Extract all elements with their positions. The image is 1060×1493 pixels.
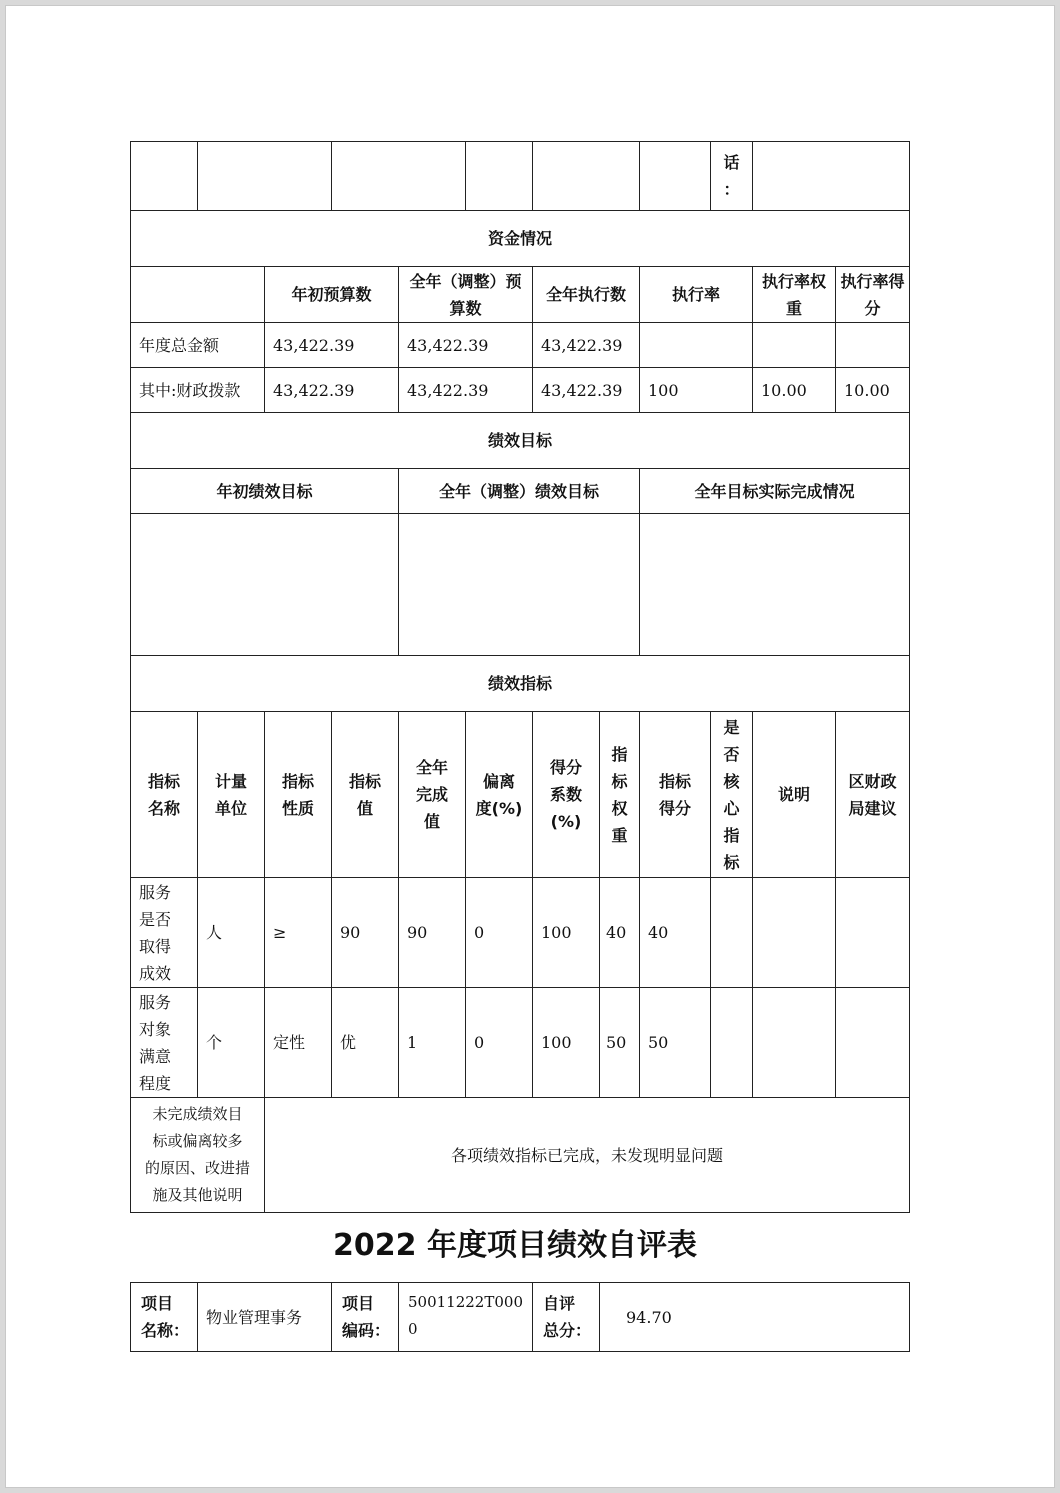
contact-cell — [753, 142, 910, 211]
indicator-nature: 定性 — [265, 988, 332, 1098]
project-info-table — [130, 1282, 910, 1352]
funds-header: 执行率 — [640, 267, 753, 323]
indicator-core — [711, 988, 753, 1098]
contact-cell — [640, 142, 711, 211]
indicator-value: 优 — [332, 988, 399, 1098]
goals-header: 年初绩效目标 — [131, 469, 399, 514]
remark-text: 各项绩效指标已完成，未发现明显问题 — [265, 1098, 910, 1213]
funds-score — [836, 323, 910, 368]
indicator-nature: ≥ — [265, 878, 332, 988]
indicator-header: 区财政 局建议 — [836, 712, 910, 878]
goals-header: 全年目标实际完成情况 — [640, 469, 910, 514]
indicator-header: 指标 得分 — [640, 712, 711, 878]
funds-initial: 43,422.39 — [265, 323, 399, 368]
contact-cell — [332, 142, 466, 211]
goals-content-row — [131, 514, 910, 656]
next-form-title: 2022 年度项目绩效自评表 — [333, 1228, 697, 1263]
indicator-weight: 50 — [600, 988, 640, 1098]
contact-cell — [466, 142, 533, 211]
funds-header: 执行率得分 — [836, 267, 910, 323]
remark-label: 未完成绩效目 标或偏离较多 的原因、改进措 施及其他说明 — [131, 1098, 265, 1213]
contact-row — [131, 142, 910, 211]
indicator-header: 计量 单位 — [198, 712, 265, 878]
funds-rate — [640, 323, 753, 368]
funds-header: 全年（调整）预算数 — [399, 267, 533, 323]
indicator-header: 全年 完成 值 — [399, 712, 466, 878]
contact-cell — [533, 142, 640, 211]
indicator-score: 40 — [640, 878, 711, 988]
phone-label: 话 ： — [711, 142, 753, 211]
indicator-coefficient: 100 — [533, 988, 600, 1098]
funds-row-label: 年度总金额 — [131, 323, 265, 368]
total-score: 94.70 — [600, 1283, 910, 1352]
performance-table — [130, 141, 910, 1213]
funds-row — [131, 323, 910, 368]
funds-executed: 43,422.39 — [533, 323, 640, 368]
indicator-score: 50 — [640, 988, 711, 1098]
indicator-row — [131, 878, 910, 988]
indicator-header: 指 标 权 重 — [600, 712, 640, 878]
indicator-unit: 人 — [198, 878, 265, 988]
goals-actual-cell — [640, 514, 910, 656]
project-code: 50011222T0000 — [399, 1283, 533, 1352]
indicator-note — [753, 878, 836, 988]
project-info-row — [131, 1283, 910, 1352]
funds-adjusted: 43,422.39 — [399, 368, 533, 413]
indicator-deviation: 0 — [466, 878, 533, 988]
goals-adjusted-cell — [399, 514, 640, 656]
funds-heading: 资金情况 — [131, 211, 910, 267]
funds-score: 10.00 — [836, 368, 910, 413]
indicator-deviation: 0 — [466, 988, 533, 1098]
indicator-header: 得分 系数 (%) — [533, 712, 600, 878]
funds-weight — [753, 323, 836, 368]
funds-header: 执行率权重 — [753, 267, 836, 323]
funds-header: 全年执行数 — [533, 267, 640, 323]
indicator-completed: 90 — [399, 878, 466, 988]
goals-header-row — [131, 469, 910, 514]
funds-header: 年初预算数 — [265, 267, 399, 323]
funds-row — [131, 368, 910, 413]
indicator-header: 偏离 度(%) — [466, 712, 533, 878]
funds-header-blank — [131, 267, 265, 323]
indicators-header-row — [131, 712, 910, 878]
total-score-label: 自评 总分： — [533, 1283, 600, 1352]
indicator-advice — [836, 988, 910, 1098]
indicator-header: 指标 性质 — [265, 712, 332, 878]
funds-executed: 43,422.39 — [533, 368, 640, 413]
indicator-header: 指标 名称 — [131, 712, 198, 878]
contact-cell — [198, 142, 332, 211]
indicator-header: 说明 — [753, 712, 836, 878]
remark-row — [131, 1098, 910, 1213]
indicator-value: 90 — [332, 878, 399, 988]
funds-rate: 100 — [640, 368, 753, 413]
indicator-advice — [836, 878, 910, 988]
indicator-weight: 40 — [600, 878, 640, 988]
indicator-completed: 1 — [399, 988, 466, 1098]
funds-adjusted: 43,422.39 — [399, 323, 533, 368]
funds-initial: 43,422.39 — [265, 368, 399, 413]
goals-initial-cell — [131, 514, 399, 656]
indicator-row — [131, 988, 910, 1098]
funds-weight: 10.00 — [753, 368, 836, 413]
indicator-header: 指标 值 — [332, 712, 399, 878]
indicator-header: 是 否 核 心 指 标 — [711, 712, 753, 878]
goals-header: 全年（调整）绩效目标 — [399, 469, 640, 514]
project-name: 物业管理事务 — [198, 1283, 332, 1352]
indicator-note — [753, 988, 836, 1098]
indicator-name: 服务 对象 满意 程度 — [131, 988, 198, 1098]
project-name-label: 项目 名称： — [131, 1283, 198, 1352]
indicator-unit: 个 — [198, 988, 265, 1098]
funds-header-row — [131, 267, 910, 323]
indicators-heading: 绩效指标 — [131, 656, 910, 712]
project-code-label: 项目 编码： — [332, 1283, 399, 1352]
indicator-coefficient: 100 — [533, 878, 600, 988]
indicator-core — [711, 878, 753, 988]
indicator-name: 服务 是否 取得 成效 — [131, 878, 198, 988]
goals-heading: 绩效目标 — [131, 413, 910, 469]
contact-cell — [131, 142, 198, 211]
funds-row-label: 其中:财政拨款 — [131, 368, 265, 413]
